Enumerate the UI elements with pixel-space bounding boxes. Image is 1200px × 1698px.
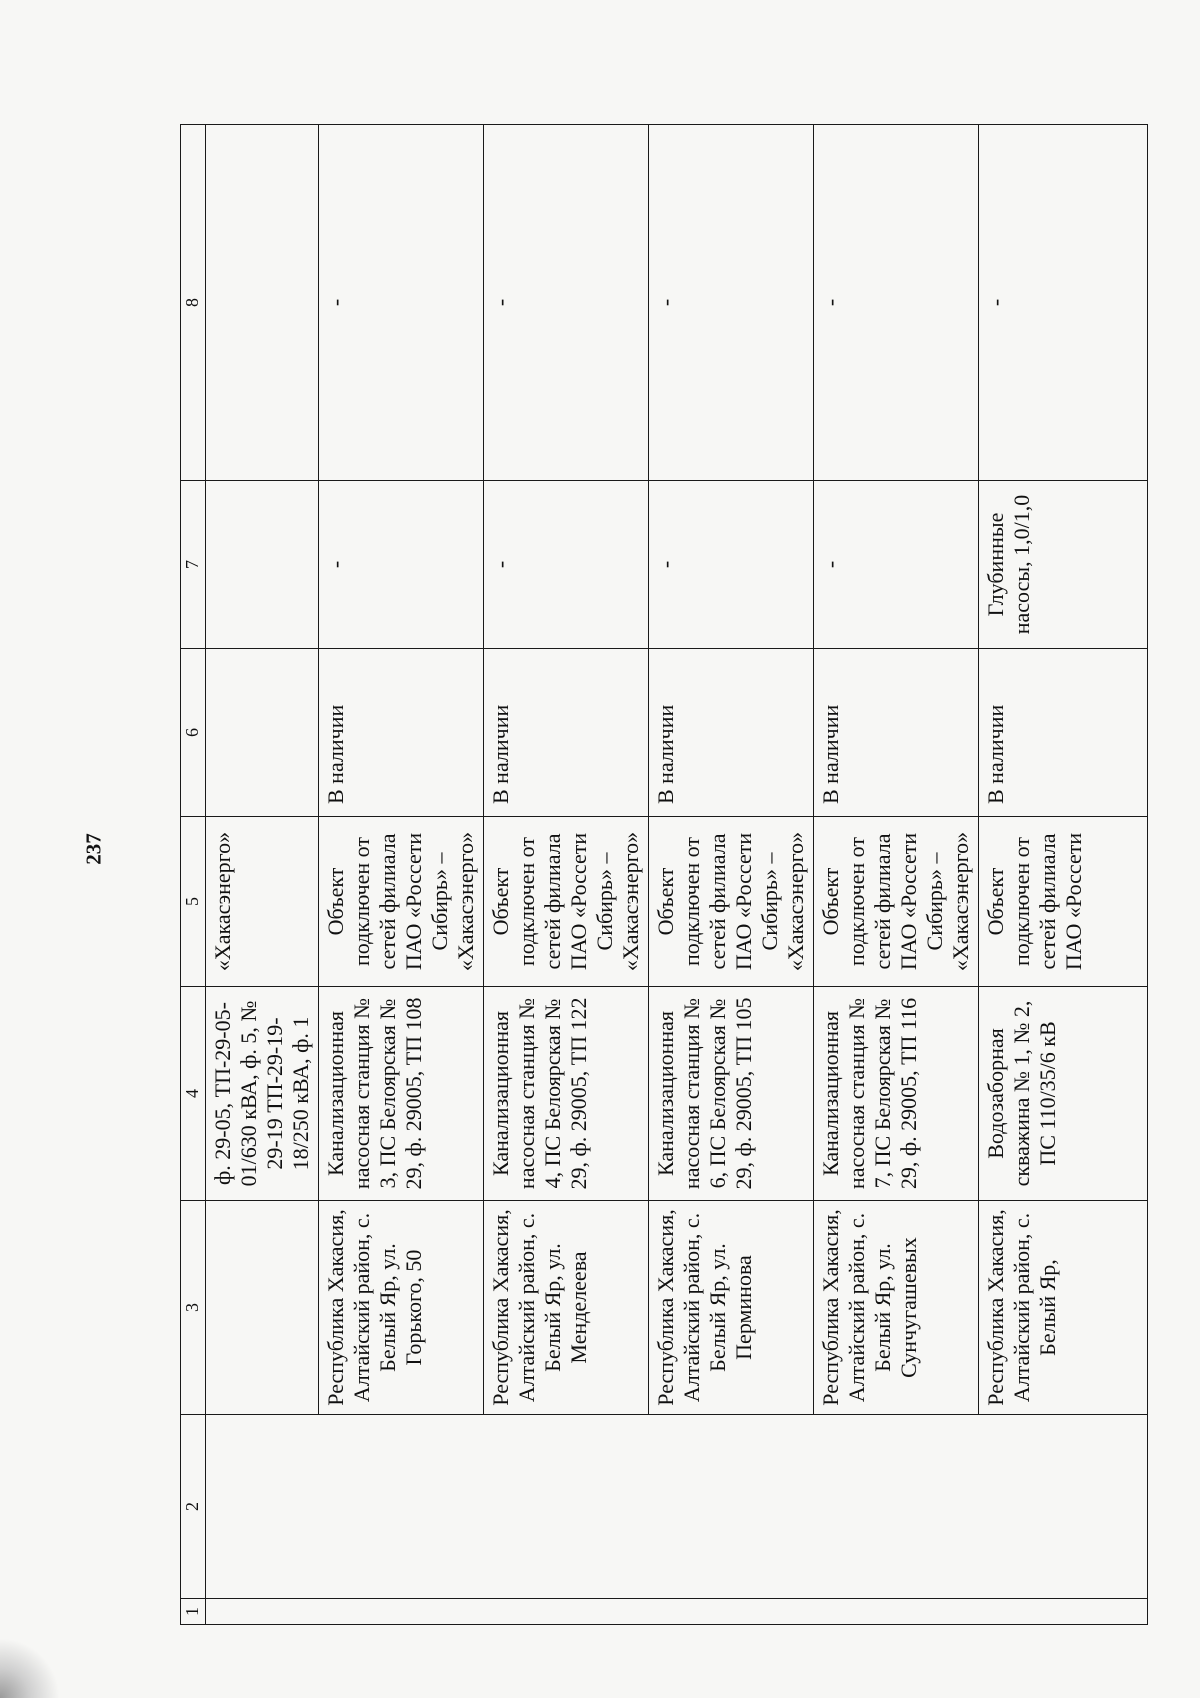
header-cell-5: 5 (181, 817, 206, 987)
connection-cell: Объект подключен от сетей филиала ПАО «Россети Сибирь» – «Хакасэнерго» (814, 817, 979, 987)
col2-merged-cell (206, 1415, 1148, 1599)
rotated-table-container (180, 125, 1086, 1625)
header-cell-4: 4 (181, 987, 206, 1201)
equipment-cell: - (484, 481, 649, 649)
header-cell-8: 8 (181, 125, 206, 481)
scan-shadow (0, 1638, 60, 1698)
object-cell: Канализационная насосная станция № 4, ПС Белоярская № 29, ф. 29005, ТП 122 (484, 987, 649, 1201)
object-cell: Водозаборная скважина № 1, № 2, ПС 110/35/6 кВ (979, 987, 1148, 1201)
page-number: 237 (81, 833, 106, 865)
header-cell-1: 1 (181, 1599, 206, 1625)
address-cell: Республика Хакасия, Алтайский район, с. Белый Яр, ул. Сунчугашевых (814, 1201, 979, 1415)
connection-cell: Объект подключен от сетей филиала ПАО «Россети Сибирь» – «Хакасэнерго» (319, 817, 484, 987)
header-cell-3: 3 (181, 1201, 206, 1415)
header-cell-2: 2 (181, 1415, 206, 1599)
data-table (180, 124, 1148, 1625)
address-cell: Республика Хакасия, Алтайский район, с. Белый Яр, (979, 1201, 1148, 1415)
object-cell: Канализационная насосная станция № 3, ПС Белоярская № 29, ф. 29005, ТП 108 (319, 987, 484, 1201)
continuation-address (206, 1201, 319, 1415)
address-cell: Республика Хакасия, Алтайский район, с. Белый Яр, ул. Перминова (649, 1201, 814, 1415)
table-row (484, 125, 649, 1625)
header-cell-7: 7 (181, 481, 206, 649)
header-cell-6: 6 (181, 649, 206, 817)
equipment-cell: Глубинные насосы, 1,0/1,0 (979, 481, 1148, 649)
equipment-cell: - (319, 481, 484, 649)
table-row (814, 125, 979, 1625)
equipment-cell: - (649, 481, 814, 649)
note-cell: - (979, 125, 1148, 481)
note-cell: - (484, 125, 649, 481)
header-row (181, 125, 206, 1625)
status-cell: В наличии (814, 649, 979, 817)
table-row (319, 125, 484, 1625)
note-cell: - (814, 125, 979, 481)
col1-merged-cell (206, 1599, 1148, 1625)
connection-cell: Объект подключен от сетей филиала ПАО «Россети Сибирь» – «Хакасэнерго» (649, 817, 814, 987)
continuation-connection: «Хакасэнерго» (206, 817, 319, 987)
continuation-row (206, 125, 319, 1625)
address-cell: Республика Хакасия, Алтайский район, с. Белый Яр, ул. Менделеева (484, 1201, 649, 1415)
table-row (649, 125, 814, 1625)
continuation-status (206, 649, 319, 817)
object-cell: Канализационная насосная станция № 6, ПС Белоярская № 29, ф. 29005, ТП 105 (649, 987, 814, 1201)
equipment-cell: - (814, 481, 979, 649)
status-cell: В наличии (979, 649, 1148, 817)
table-row (979, 125, 1148, 1625)
address-cell: Республика Хакасия, Алтайский район, с. Белый Яр, ул. Горького, 50 (319, 1201, 484, 1415)
connection-cell: Объект подключен от сетей филиала ПАО «Россети (979, 817, 1148, 987)
status-cell: В наличии (484, 649, 649, 817)
note-cell: - (319, 125, 484, 481)
connection-cell: Объект подключен от сетей филиала ПАО «Россети Сибирь» – «Хакасэнерго» (484, 817, 649, 987)
status-cell: В наличии (319, 649, 484, 817)
object-cell: Канализационная насосная станция № 7, ПС Белоярская № 29, ф. 29005, ТП 116 (814, 987, 979, 1201)
continuation-object: ф. 29-05, ТП-29-05-01/630 кВА, ф. 5, № 29-19 ТП-29-19-18/250 кВА, ф. 1 (206, 987, 319, 1201)
status-cell: В наличии (649, 649, 814, 817)
note-cell: - (649, 125, 814, 481)
continuation-note (206, 125, 319, 481)
continuation-equipment (206, 481, 319, 649)
